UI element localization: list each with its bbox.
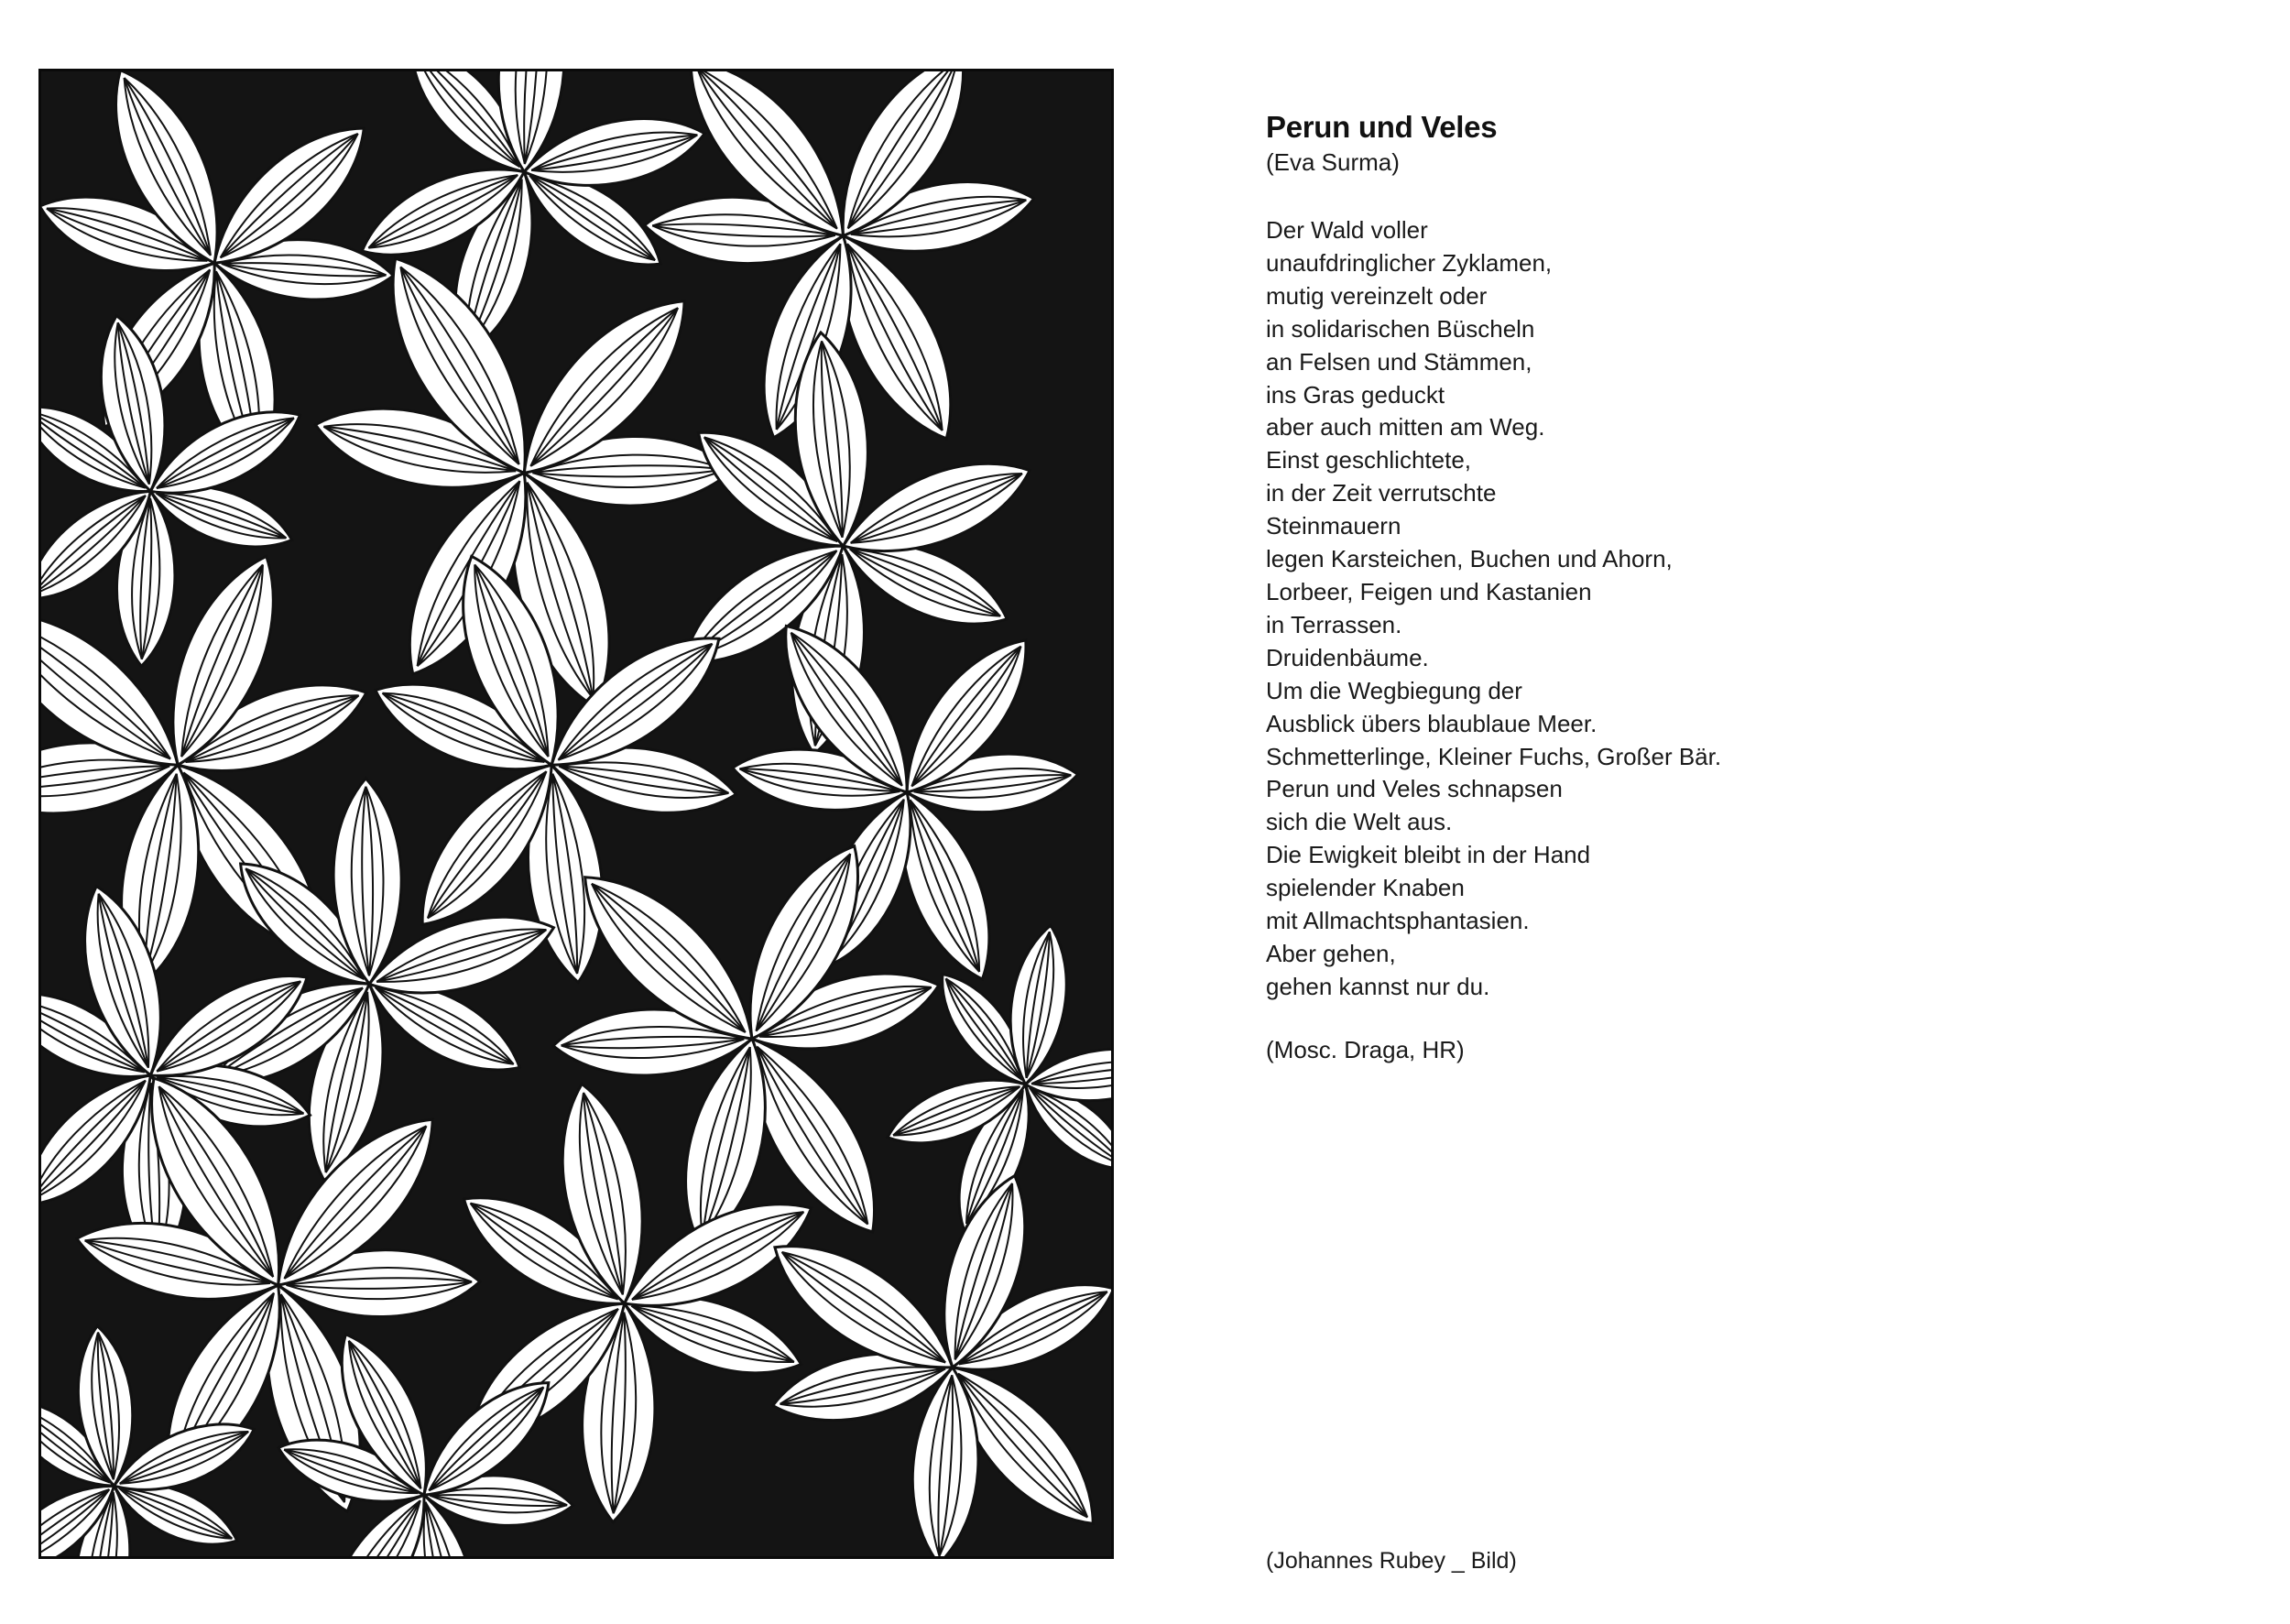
poem-line: Ausblick übers blaublaue Meer.: [1266, 709, 1598, 737]
poem-line: Druidenbäume.: [1266, 643, 1429, 671]
poem-author: (Eva Surma): [1266, 148, 1400, 176]
poem-line: Schmetterlinge, Kleiner Fuchs, Großer Bär.: [1266, 742, 1722, 770]
poem-line: mutig vereinzelt oder: [1266, 281, 1488, 310]
poem-line: Um die Wegbiegung der: [1266, 676, 1522, 704]
flower-pattern-drawing: [38, 69, 1114, 1559]
poem-line: legen Karsteichen, Buchen und Ahorn,: [1266, 545, 1673, 573]
poem-line: in solidarischen Büscheln: [1266, 314, 1535, 343]
poem-line: ins Gras geduckt: [1266, 380, 1445, 409]
poem-line: Einst geschlichtete,: [1266, 446, 1472, 474]
flower-pattern-svg: [41, 71, 1111, 1556]
flower: [755, 1165, 1111, 1556]
poem-line: aber auch mitten am Weg.: [1266, 413, 1545, 441]
poem-line: sich die Welt aus.: [1266, 808, 1453, 836]
image-credit: (Johannes Rubey _ Bild): [1266, 1548, 1517, 1574]
poem-body: [1266, 214, 1721, 1004]
poem-line: in Terrassen.: [1266, 610, 1402, 638]
poem-line: gehen kannst nur du.: [1266, 972, 1490, 1000]
poem-line: Der Wald voller: [1266, 216, 1428, 244]
poem-line: Steinmauern: [1266, 512, 1401, 540]
poem-line: Lorbeer, Feigen und Kastanien: [1266, 577, 1592, 605]
poem-line: Die Ewigkeit bleibt in der Hand: [1266, 841, 1591, 869]
poem-line: Aber gehen,: [1266, 939, 1396, 967]
poem-place: (Mosc. Draga, HR): [1266, 1036, 1465, 1063]
poem-line: unaufdringlicher Zyklamen,: [1266, 248, 1553, 277]
poem-line: spielender Knaben: [1266, 874, 1465, 902]
poem-line: in der Zeit verrutschte: [1266, 479, 1497, 507]
poem-line: Perun und Veles schnapsen: [1266, 775, 1563, 803]
poem-line: an Felsen und Stämmen,: [1266, 347, 1532, 376]
poem-line: mit Allmachtsphantasien.: [1266, 907, 1530, 935]
poem-title: Perun und Veles: [1266, 110, 1498, 144]
